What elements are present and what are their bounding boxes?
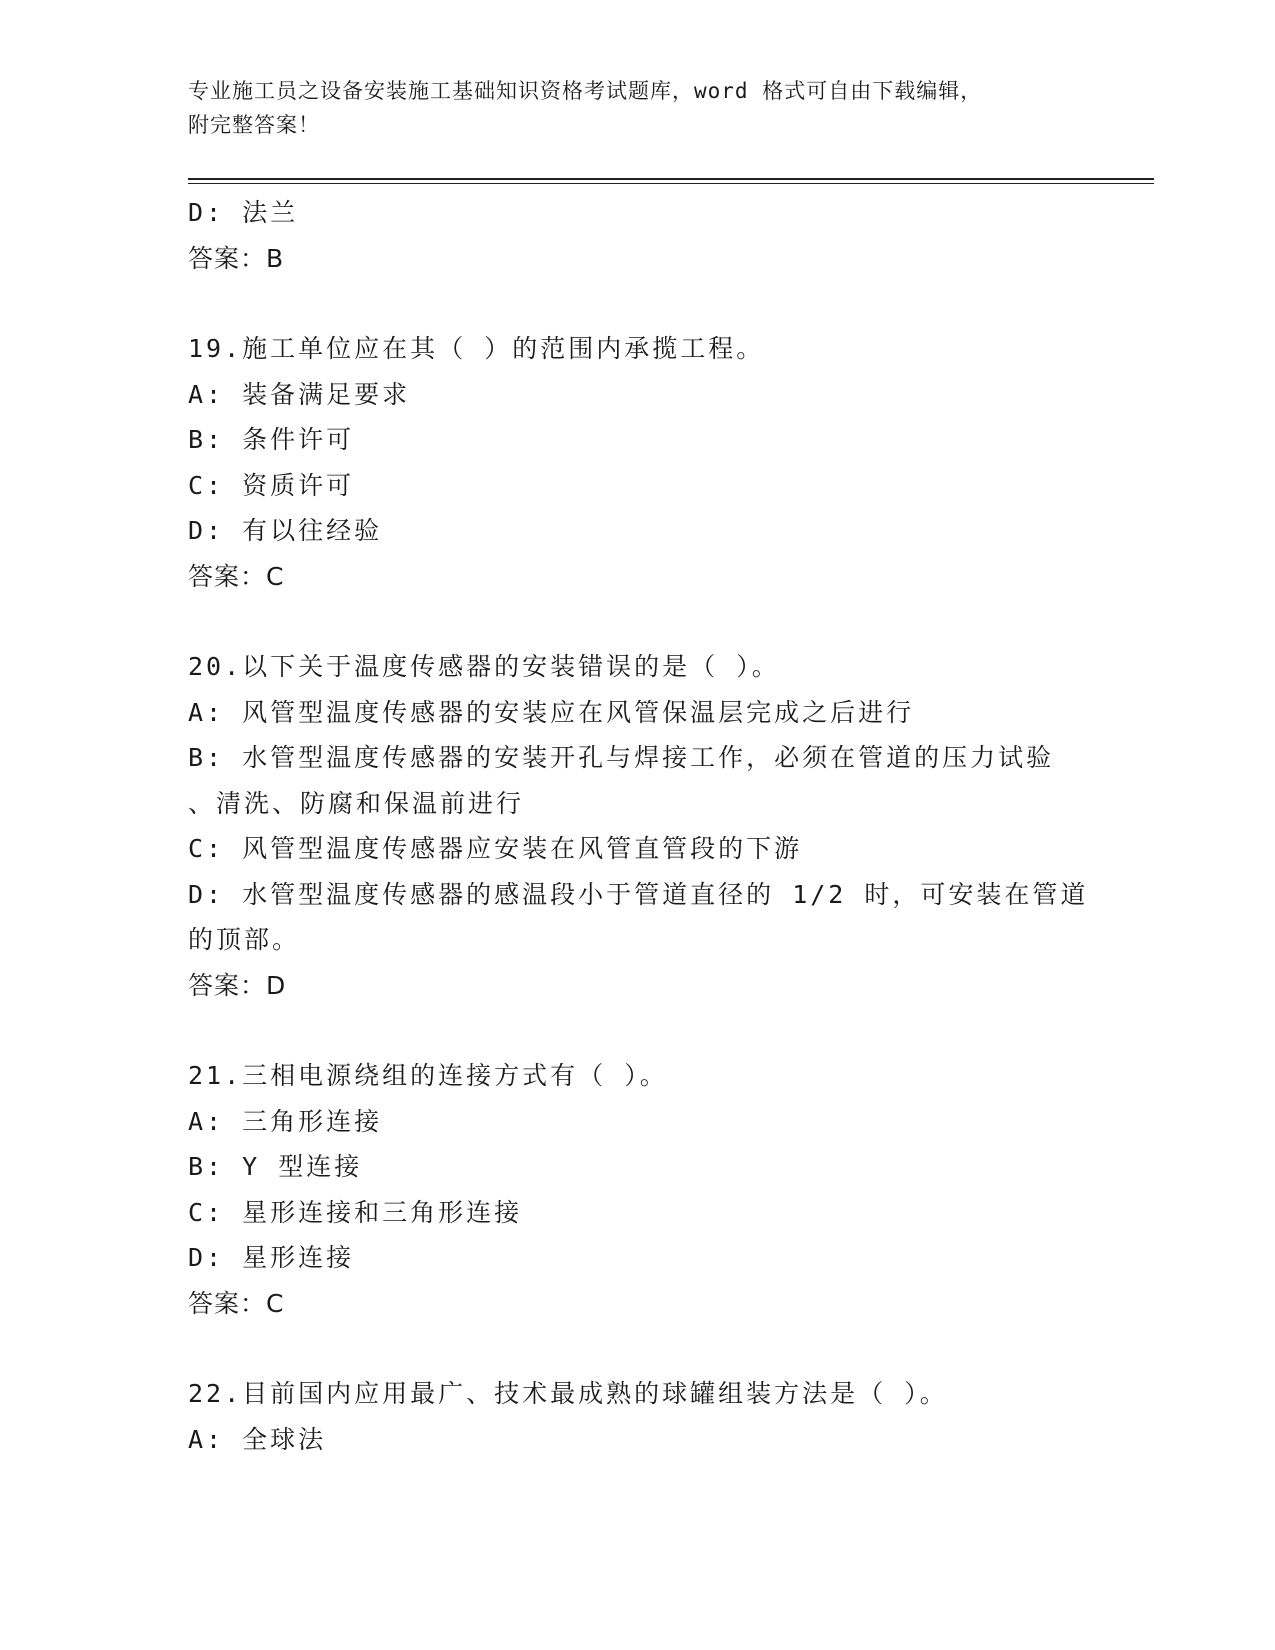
answer-line: 答案：D: [188, 970, 287, 1000]
option-d: D: 水管型温度传感器的感温段小于管道直径的 1/2 时，可安装在管道: [188, 879, 1089, 909]
header-line-2: 附完整答案！: [188, 113, 320, 137]
option-a: A: 三角形连接: [188, 1106, 383, 1136]
question-stem: 20.以下关于温度传感器的安装错误的是（ ）。: [188, 652, 780, 681]
question-21: [188, 1053, 1088, 1326]
answer-line: 答案：B: [188, 243, 285, 273]
question-stem: 19.施工单位应在其（ ）的范围内承揽工程。: [188, 334, 765, 363]
carryover-block: [188, 190, 1088, 281]
option-b: B: 条件许可: [188, 425, 355, 454]
answer-line: 答案：C: [188, 1288, 285, 1318]
header-rule-thick: [188, 178, 1154, 180]
question-19: [188, 326, 1088, 599]
option-d-continued: 的顶部。: [188, 925, 301, 954]
answer-line: 答案：C: [188, 561, 285, 591]
option-b: B: Y 型连接: [188, 1152, 363, 1181]
option-d: D: 有以往经验: [188, 516, 383, 545]
option-a: A: 风管型温度传感器的安装应在风管保温层完成之后进行: [188, 697, 915, 727]
question-stem: 22.目前国内应用最广、技术最成熟的球罐组装方法是（ ）。: [188, 1379, 948, 1408]
question-stem: 21.三相电源绕组的连接方式有（ ）。: [188, 1061, 668, 1090]
option-d: D: 法兰: [188, 198, 299, 227]
option-b: B: 水管型温度传感器的安装开孔与焊接工作，必须在管道的压力试验: [188, 743, 1055, 772]
page-header: [188, 74, 1088, 142]
option-c: C: 资质许可: [188, 470, 355, 500]
question-22: [188, 1371, 1088, 1462]
question-content: [188, 190, 1088, 1462]
option-d: D: 星形连接: [188, 1243, 355, 1272]
option-c: C: 风管型温度传感器应安装在风管直管段的下游: [188, 834, 803, 863]
option-c: C: 星形连接和三角形连接: [188, 1197, 523, 1227]
option-a: A: 全球法: [188, 1424, 327, 1454]
option-b-continued: 、清洗、防腐和保温前进行: [188, 788, 525, 818]
header-line-1: 专业施工员之设备安装施工基础知识资格考试题库，word 格式可自由下载编辑，: [188, 79, 983, 103]
option-a: A: 装备满足要求: [188, 379, 411, 409]
header-rule-thin: [188, 183, 1154, 184]
question-20: [188, 644, 1088, 1008]
